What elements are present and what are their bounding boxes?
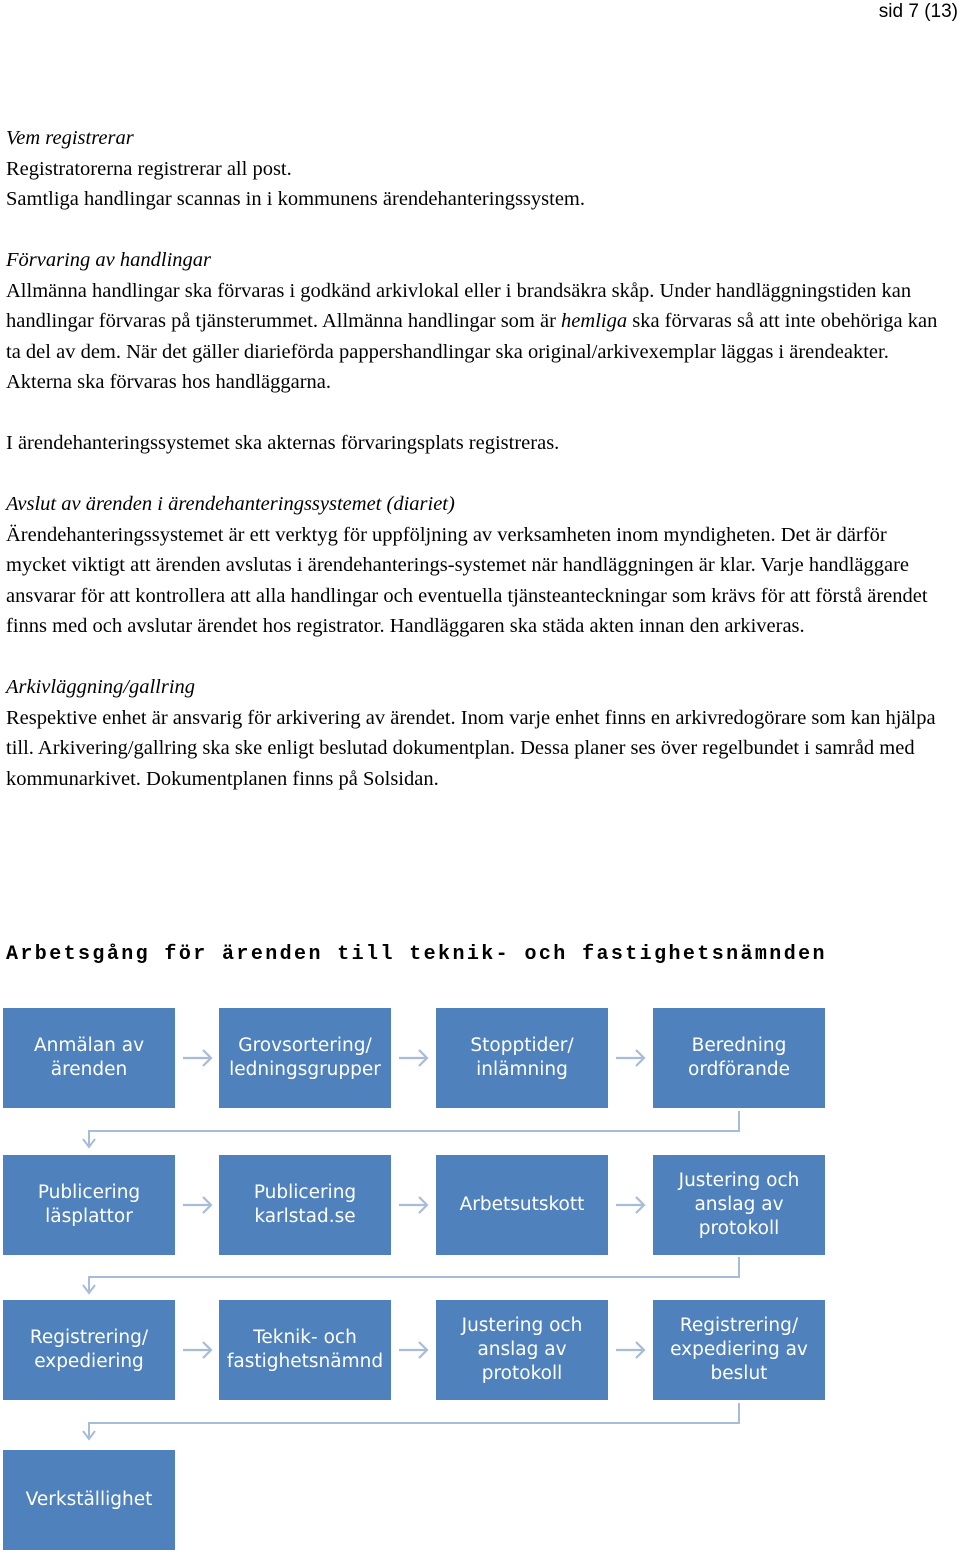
paragraph-avslut: Ärendehanteringssystemet är ett verktyg för uppföljning av verksamheten inom myndigheten. Det är därför mycket viktigt att ärenden avslutas i ärendehanterings-systemet när handläggningen är klar. Varje handläggare ansvarar för att kontrollera att alla handlingar och eventuella tjänsteanteckningar som krävs för att förstå ärendet finns med och avslutar ärendet hos registrator. Handläggaren ska städa akten innan den arkiveras. <box>6 523 928 637</box>
flow-box: Publicering karlstad.se <box>219 1155 391 1255</box>
connector-row3-row4 <box>83 1403 739 1439</box>
flow-box: Grovsortering/ ledningsgrupper <box>219 1008 391 1108</box>
flow-box: Justering och anslag av protokoll <box>436 1300 608 1400</box>
paragraph-arkivlaggning: Respektive enhet är ansvarig för arkivering av ärendet. Inom varje enhet finns en arkivredogörare som kan hjälpa till. Arkivering/gallring ska ske enligt beslutad dokumentplan. Dessa planer ses över regelbundet i samråd med kommunarkivet. Dokumentplanen finns på Solsidan. <box>6 706 936 790</box>
flow-box: Verkställighet <box>3 1450 175 1550</box>
flowchart-title: Arbetsgång för ärenden till teknik- och fastighetsnämnden <box>6 943 827 966</box>
flow-box: Teknik- och fastighetsnämnd <box>219 1300 391 1400</box>
body-text <box>6 123 946 794</box>
flow-connectors <box>0 1000 960 1560</box>
heading-avslut: Avslut av ärenden i ärendehanteringssystemet (diariet) <box>6 493 455 515</box>
paragraph-forvaringsplats: I ärendehanteringssystemet ska akternas förvaringsplats registreras. <box>6 432 560 454</box>
flow-box: Arbetsutskott <box>436 1155 608 1255</box>
flow-box: Registrering/ expediering av beslut <box>653 1300 825 1400</box>
heading-vem-registrerar: Vem registrerar <box>6 127 134 149</box>
emphasis-hemliga: hemliga <box>561 310 628 332</box>
flow-box: Registrering/ expediering <box>3 1300 175 1400</box>
paragraph-forvaring: Allmänna handlingar ska förvaras i godkänd arkivlokal eller i brandsäkra skåp. Under handläggningstiden kan handlingar förvaras på tjänsterummet. Allmänna handlingar som är hemliga ska förvaras så att inte obehöriga kan ta del av dem. När det gäller diarieförda pappershandlingar ska original/arkivexemplar läggas i ärendeakter. Akterna ska förvaras hos handläggarna. <box>6 279 938 393</box>
heading-arkivlaggning: Arkivläggning/gallring <box>6 676 196 698</box>
flow-box: Anmälan av ärenden <box>3 1008 175 1108</box>
flow-box: Publicering läsplattor <box>3 1155 175 1255</box>
flow-box: Stopptider/ inlämning <box>436 1008 608 1108</box>
connector-row2-row3 <box>83 1257 739 1293</box>
flow-box: Justering och anslag av protokoll <box>653 1155 825 1255</box>
page-number: sid 7 (13) <box>878 1 958 22</box>
paragraph-vem-2: Samtliga handlingar scannas in i kommunens ärendehanteringssystem. <box>6 188 585 210</box>
paragraph-vem-1: Registratorerna registrerar all post. <box>6 157 292 180</box>
connector-row1-row2 <box>83 1111 739 1147</box>
heading-forvaring: Förvaring av handlingar <box>6 249 211 271</box>
flow-box: Beredning ordförande <box>653 1008 825 1108</box>
